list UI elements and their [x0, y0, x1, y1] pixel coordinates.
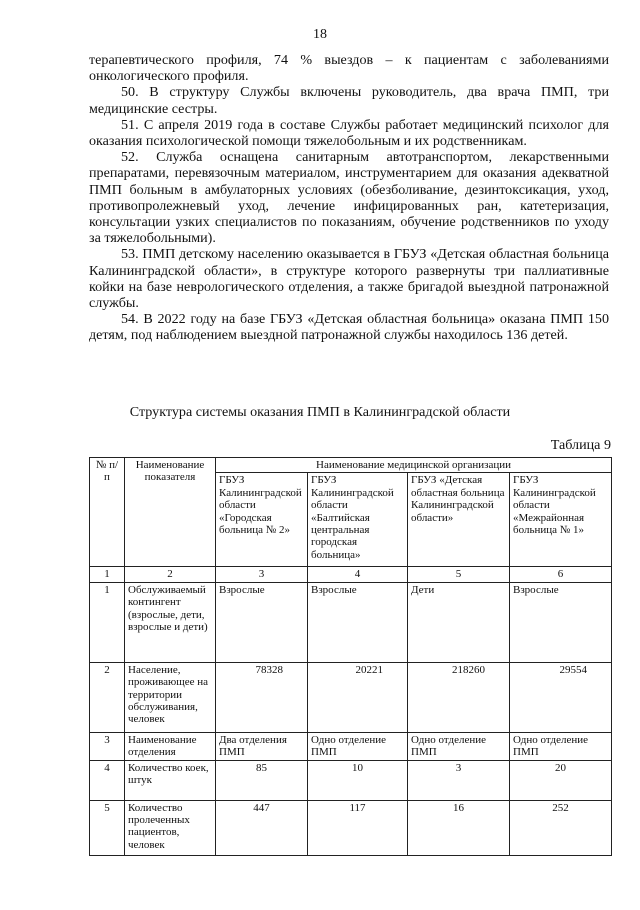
table-row — [90, 760, 612, 800]
paragraph-53: 53. ПМП детскому населению оказывается в ГБУЗ «Детская областная больница Калининградской области», в структуре которого развернуты три паллиативные койки на базе неврологического отделения, а также бригадой выездной патронажной службы. — [89, 246, 609, 312]
table-row — [90, 662, 612, 732]
row-number: 5 — [90, 800, 125, 855]
row-value: 3 — [408, 760, 510, 800]
row-value: Дети — [408, 582, 510, 662]
row-indicator: Обслуживаемый контингент (взрослые, дети, взрослые и дети) — [125, 582, 216, 662]
paragraph-54: 54. В 2022 году на базе ГБУЗ «Детская областная больница» оказана ПМП 150 детям, под наблюдением выездной патронажной службы находилось 136 детей. — [89, 311, 609, 344]
page-number: 18 — [313, 27, 327, 42]
header-organization-group: Наименование медицинской организации — [216, 458, 612, 473]
row-indicator: Количество пролеченных пациентов, человек — [125, 800, 216, 855]
table-row — [90, 800, 612, 855]
column-number: 3 — [216, 567, 308, 582]
row-value: Взрослые — [308, 582, 408, 662]
paragraph-52: 52. Служба оснащена санитарным автотранспортом, лекарственными препаратами, перевязочным материалом, инструментарием для оказания адекватной ПМП больным в амбулаторных условиях (обезболивание, дезинтоксикация, уход, противопролежневый уход, лечение инфицированных ран, катетеризация, консультации узких специалистов по показаниям, обучение родственников по уходу за тяжелобольными). — [89, 149, 609, 247]
row-value: Одно отделение ПМП — [510, 732, 612, 760]
column-number: 2 — [125, 567, 216, 582]
column-number: 1 — [90, 567, 125, 582]
row-value: 10 — [308, 760, 408, 800]
row-value: 20221 — [308, 662, 408, 732]
section-title: Структура системы оказания ПМП в Калининградской области — [129, 404, 511, 420]
row-number: 2 — [90, 662, 125, 732]
row-value: Два отделения ПМП — [216, 732, 308, 760]
row-value: Взрослые — [510, 582, 612, 662]
paragraph-50: 50. В структуру Службы включены руководитель, два врача ПМП, три медицинские сестры. — [89, 84, 609, 117]
header-indicator: Наименование показателя — [125, 458, 216, 567]
column-number-row — [90, 567, 612, 582]
paragraph-continuation: терапевтического профиля, 74 % выездов – к пациентам с заболеваниями онкологического профиля. — [89, 52, 609, 85]
row-value: Одно отделение ПМП — [308, 732, 408, 760]
row-value: 447 — [216, 800, 308, 855]
row-indicator: Количество коек, штук — [125, 760, 216, 800]
header-org-1: ГБУЗ Калининградской области «Городская больница № 2» — [216, 473, 308, 567]
row-indicator: Наименование отделения — [125, 732, 216, 760]
row-value: 20 — [510, 760, 612, 800]
row-value: 252 — [510, 800, 612, 855]
row-value: 117 — [308, 800, 408, 855]
table-header-row — [90, 458, 612, 473]
row-indicator: Население, проживающее на территории обслуживания, человек — [125, 662, 216, 732]
column-number: 4 — [308, 567, 408, 582]
row-number: 1 — [90, 582, 125, 662]
row-value: Взрослые — [216, 582, 308, 662]
header-number: № п/п — [90, 458, 125, 567]
row-value: 85 — [216, 760, 308, 800]
table-row — [90, 732, 612, 760]
row-value: 78328 — [216, 662, 308, 732]
header-org-3: ГБУЗ «Детская областная больница Калининградской области» — [408, 473, 510, 567]
row-value: 29554 — [510, 662, 612, 732]
body-text — [89, 52, 609, 344]
row-number: 4 — [90, 760, 125, 800]
row-number: 3 — [90, 732, 125, 760]
header-org-2: ГБУЗ Калининградской области «Балтийская центральная городская больница» — [308, 473, 408, 567]
row-value: 218260 — [408, 662, 510, 732]
header-org-4: ГБУЗ Калининградской области «Межрайонная больница № 1» — [510, 473, 612, 567]
table-label: Таблица 9 — [550, 437, 611, 453]
column-number: 5 — [408, 567, 510, 582]
paragraph-51: 51. С апреля 2019 года в составе Службы работает медицинский психолог для оказания психологической помощи тяжелобольным и их родственникам. — [89, 116, 609, 150]
row-value: Одно отделение ПМП — [408, 732, 510, 760]
row-value: 16 — [408, 800, 510, 855]
column-number: 6 — [510, 567, 612, 582]
structure-table — [89, 457, 612, 856]
table-row — [90, 582, 612, 662]
